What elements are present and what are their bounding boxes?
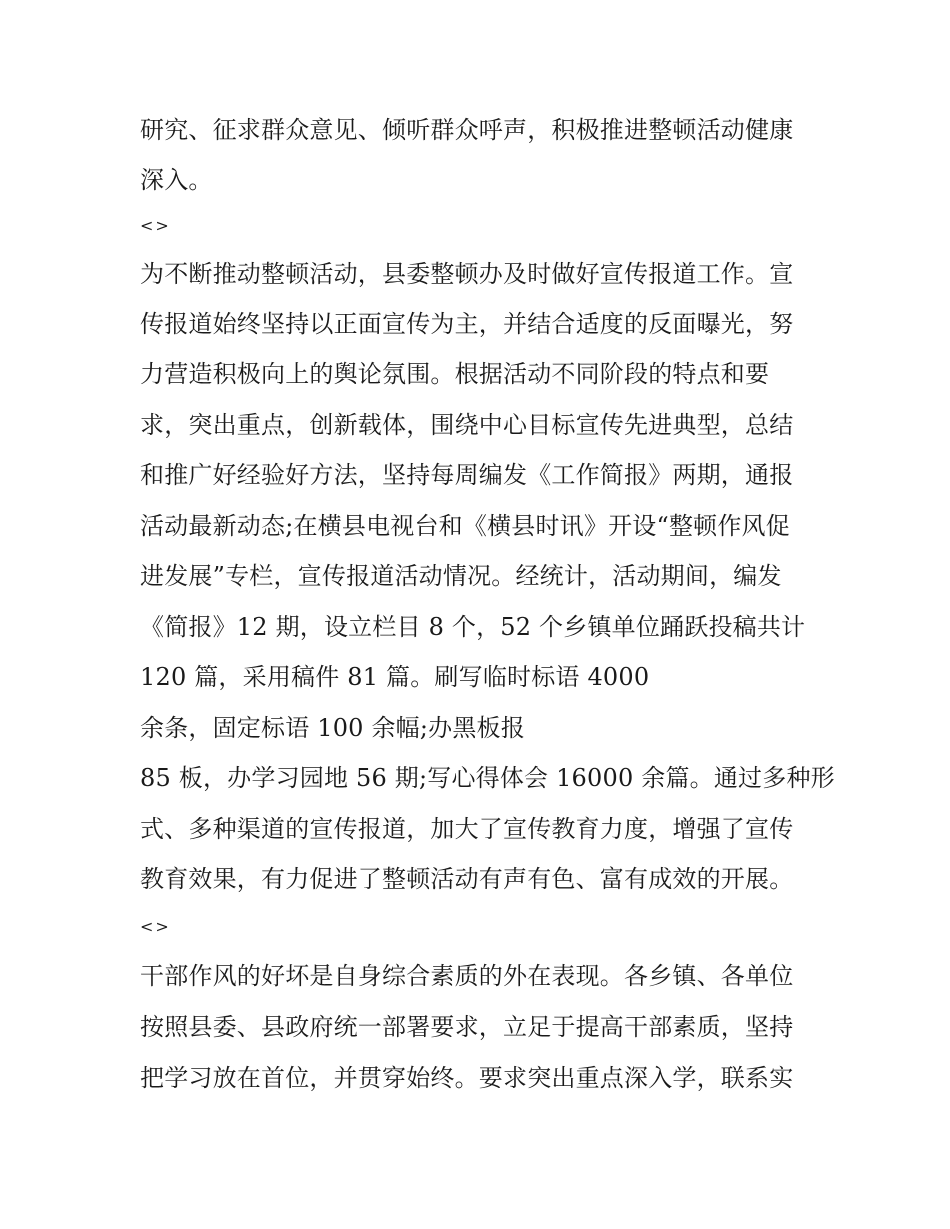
text-line: 进发展”专栏，宣传报道活动情况。经统计，活动期间，编发 [140, 562, 782, 590]
text-line: 力营造积极向上的舆论氛围。根据活动不同阶段的特点和要 [140, 360, 770, 388]
text-line: 余条，固定标语 100 余幅;办黑板报 [140, 714, 525, 742]
text-line: 教育效果，有力促进了整顿活动有声有色、富有成效的开展。 [140, 865, 794, 893]
text-line: 按照县委、县政府统一部署要求，立足于提高干部素质，坚持 [140, 1013, 794, 1041]
text-line: 为不断推动整顿活动，县委整顿办及时做好宣传报道工作。宣 [140, 260, 794, 288]
text-line: 85 板，办学习园地 56 期;写心得体会 16000 余篇。通过多种形 [140, 764, 835, 792]
text-line: 传报道始终坚持以正面宣传为主，并结合适度的反面曝光，努 [140, 310, 794, 338]
text-line: 干部作风的好坏是自身综合素质的外在表现。各乡镇、各单位 [140, 962, 794, 990]
section-marker: <> [140, 216, 171, 235]
section-marker: <> [140, 917, 171, 936]
text-line: 《简报》12 期，设立栏目 8 个，52 个乡镇单位踊跃投稿共计 [140, 613, 806, 641]
text-line: 求，突出重点，创新载体，围绕中心目标宣传先进典型，总结 [140, 411, 794, 439]
text-line: 活动最新动态;在横县电视台和《横县时讯》开设“整顿作风促 [140, 512, 790, 540]
text-line: 式、多种渠道的宣传报道，加大了宣传教育力度，增强了宣传 [140, 815, 794, 843]
text-line: 深入。 [140, 166, 213, 194]
text-line: 和推广好经验好方法，坚持每周编发《工作简报》两期，通报 [140, 461, 794, 489]
text-line: 把学习放在首位，并贯穿始终。要求突出重点深入学，联系实 [140, 1064, 794, 1092]
text-line: 120 篇，采用稿件 81 篇。刷写临时标语 4000 [140, 663, 650, 691]
text-line: 研究、征求群众意见、倾听群众呼声，积极推进整顿活动健康 [140, 116, 794, 144]
